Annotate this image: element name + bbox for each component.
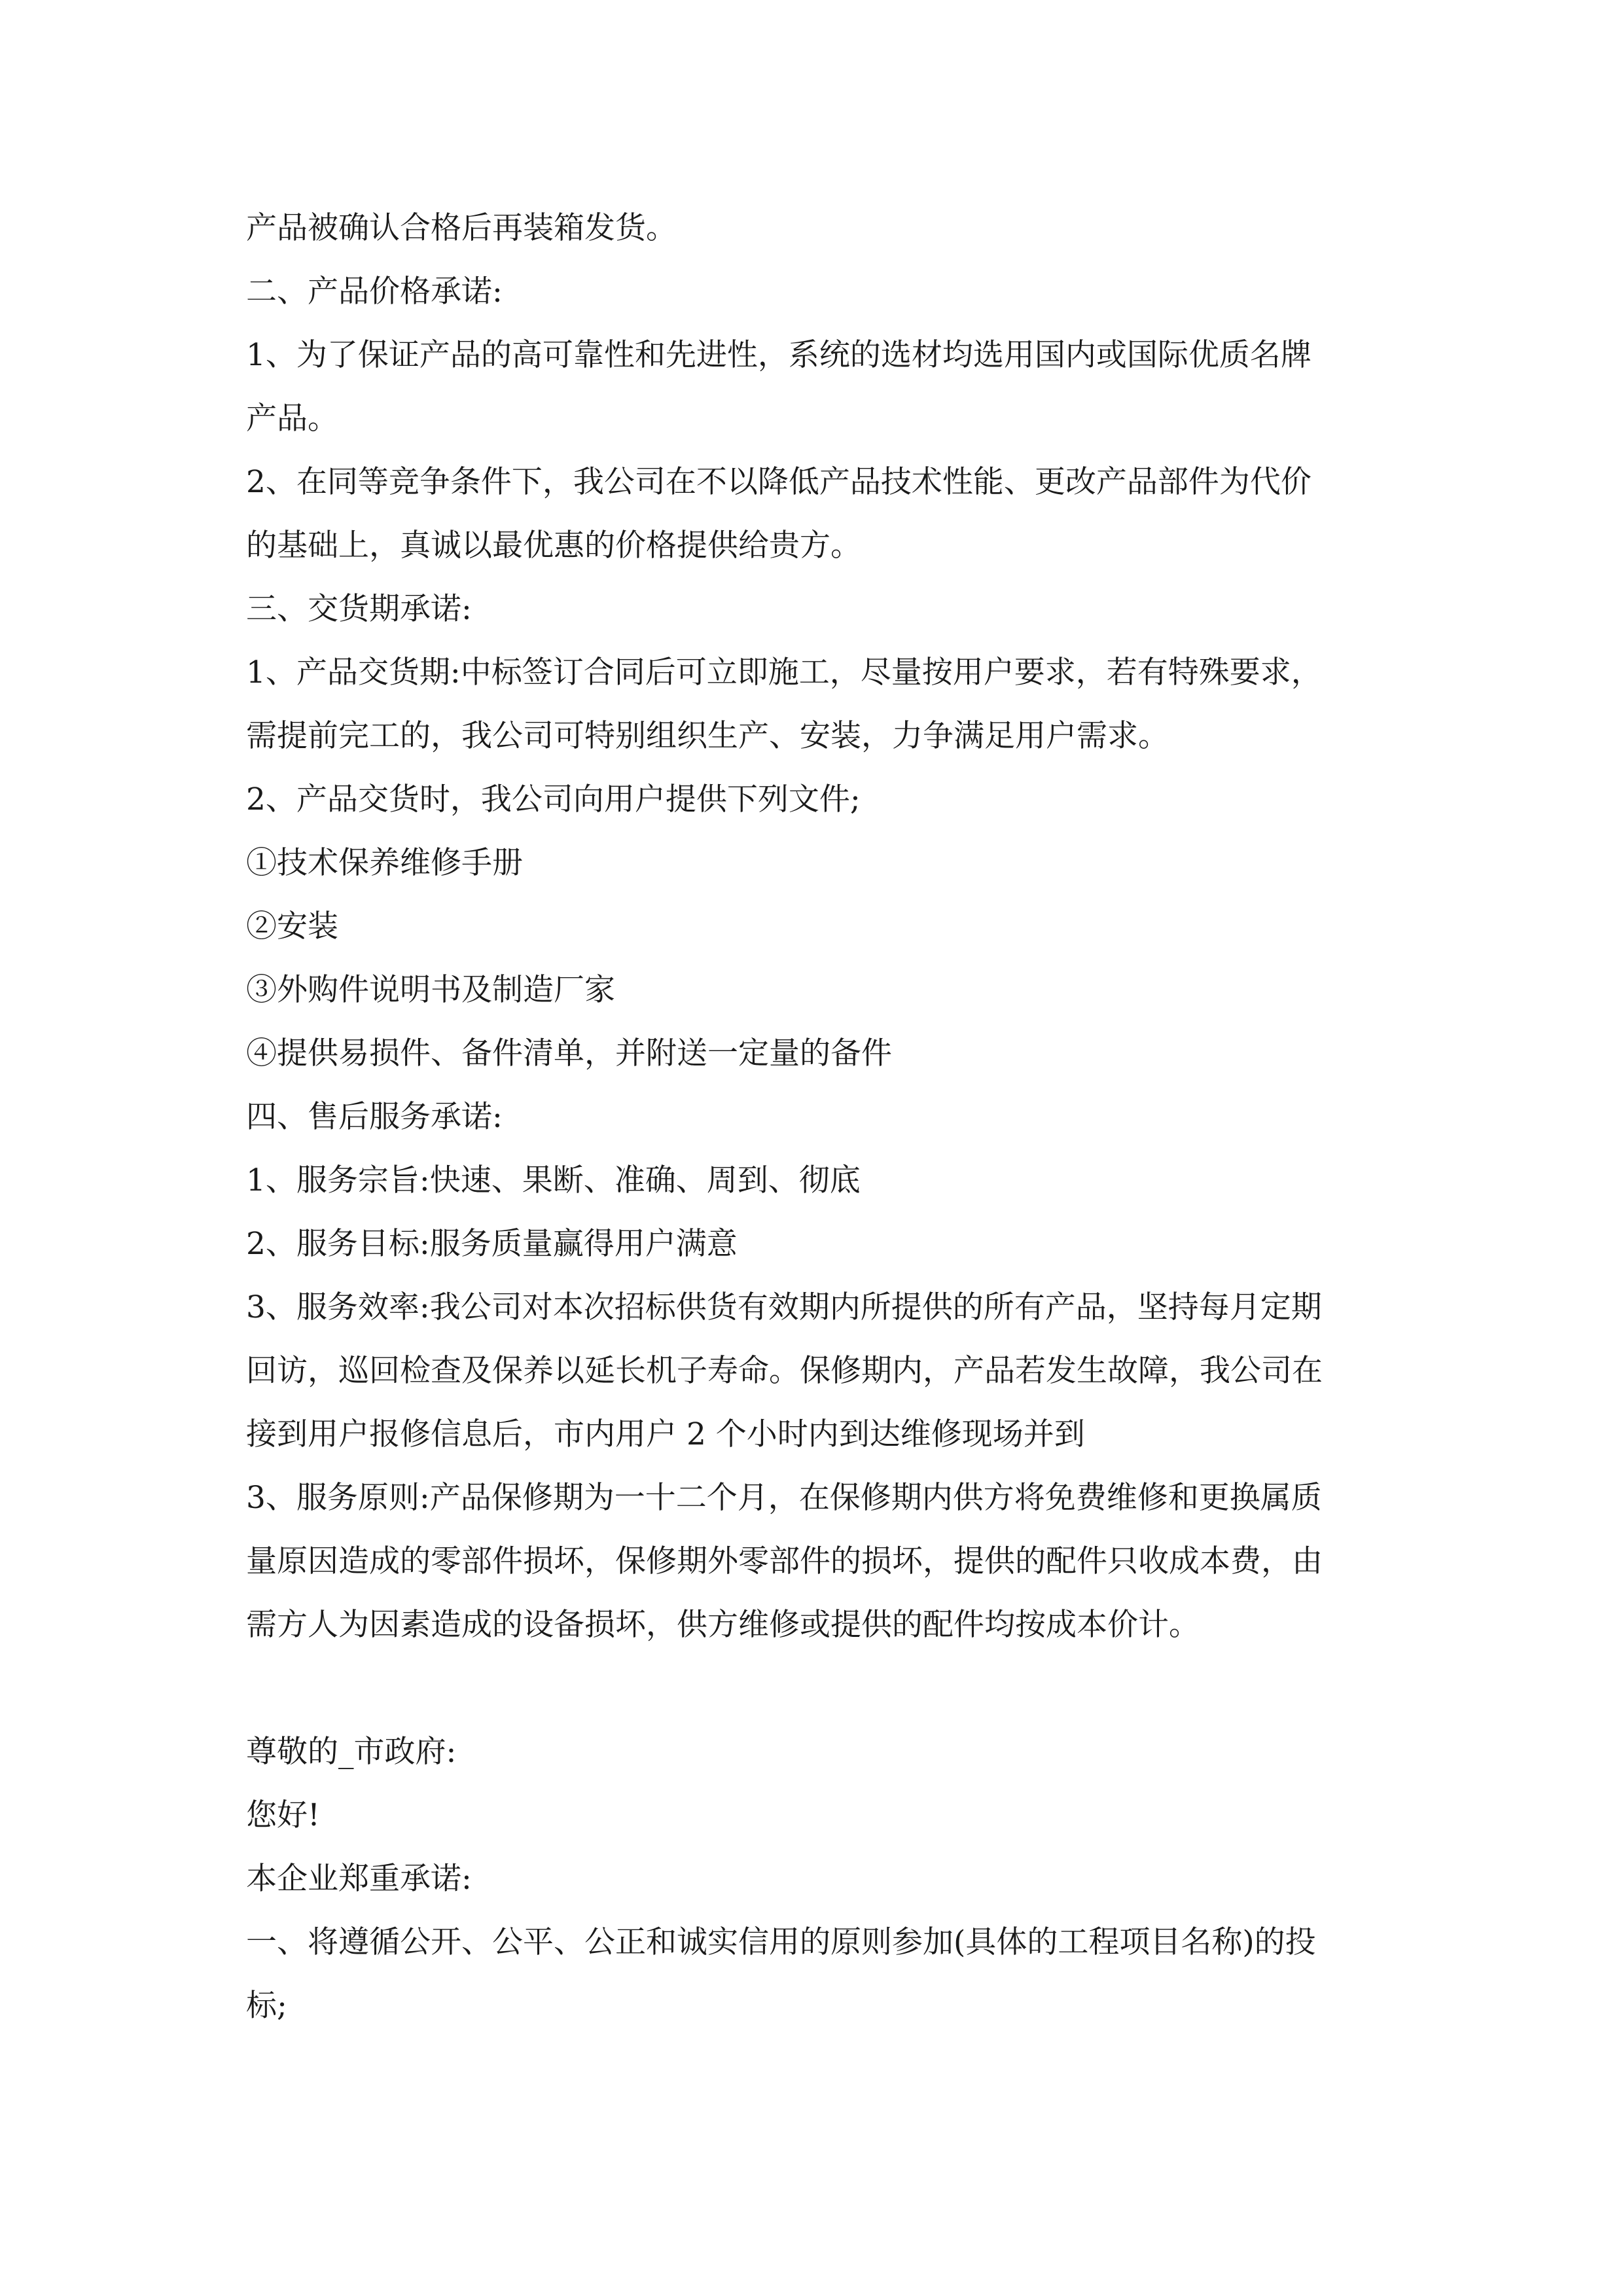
list-item: ②安装 <box>246 908 338 944</box>
letter-text-line: 本企业郑重承诺: <box>246 1861 472 1897</box>
text-line: 2、服务目标:服务质量赢得用户满意 <box>246 1226 738 1262</box>
text-line: 2、产品交货时，我公司向用户提供下列文件; <box>246 781 861 817</box>
letter-salutation: 尊敬的_市政府: <box>246 1734 457 1770</box>
text-line: 产品。 <box>246 401 338 437</box>
letter-greeting: 您好! <box>246 1797 320 1833</box>
letter-text-line: 标; <box>246 1988 287 2024</box>
paragraph-gap <box>246 1657 1398 1720</box>
text-line: 1、产品交货期:中标签订合同后可立即施工，尽量按用户要求，若有特殊要求， <box>246 655 1322 691</box>
text-line: 1、为了保证产品的高可靠性和先进性，系统的选材均选用国内或国际优质名牌 <box>246 337 1311 373</box>
text-line: 3、服务原则:产品保修期为一十二个月，在保修期内供方将免费维修和更换属质 <box>246 1480 1322 1516</box>
text-line: 产品被确认合格后再装箱发货。 <box>246 210 677 246</box>
list-item: ①技术保养维修手册 <box>246 845 523 881</box>
list-item: ③外购件说明书及制造厂家 <box>246 972 615 1008</box>
section-heading: 四、售后服务承诺: <box>246 1099 503 1135</box>
text-line: 1、服务宗旨:快速、果断、准确、周到、彻底 <box>246 1162 861 1198</box>
text-line: 需提前完工的，我公司可特别组织生产、安装，力争满足用户需求。 <box>246 718 1169 754</box>
text-line: 需方人为因素造成的设备损坏，供方维修或提供的配件均按成本价计。 <box>246 1607 1200 1643</box>
text-line: 3、服务效率:我公司对本次招标供货有效期内所提供的所有产品，坚持每月定期 <box>246 1289 1322 1325</box>
section-heading: 三、交货期承诺: <box>246 591 472 627</box>
letter-text-line: 一、将遵循公开、公平、公正和诚实信用的原则参加(具体的工程项目名称)的投 <box>246 1924 1316 1960</box>
section-heading: 二、产品价格承诺: <box>246 274 503 310</box>
text-line: 的基础上，真诚以最优惠的价格提供给贵方。 <box>246 528 861 564</box>
text-line: 2、在同等竞争条件下，我公司在不以降低产品技术性能、更改产品部件为代价 <box>246 464 1311 500</box>
text-line: 回访，巡回检查及保养以延长机子寿命。保修期内，产品若发生故障，我公司在 <box>246 1353 1323 1389</box>
text-line: 接到用户报修信息后，市内用户 2 个小时内到达维修现场并到 <box>246 1416 1085 1452</box>
document-body <box>246 196 1398 2037</box>
list-item: ④提供易损件、备件清单，并附送一定量的备件 <box>246 1035 892 1071</box>
text-line: 量原因造成的零部件损坏，保修期外零部件的损坏，提供的配件只收成本费，由 <box>246 1543 1323 1579</box>
